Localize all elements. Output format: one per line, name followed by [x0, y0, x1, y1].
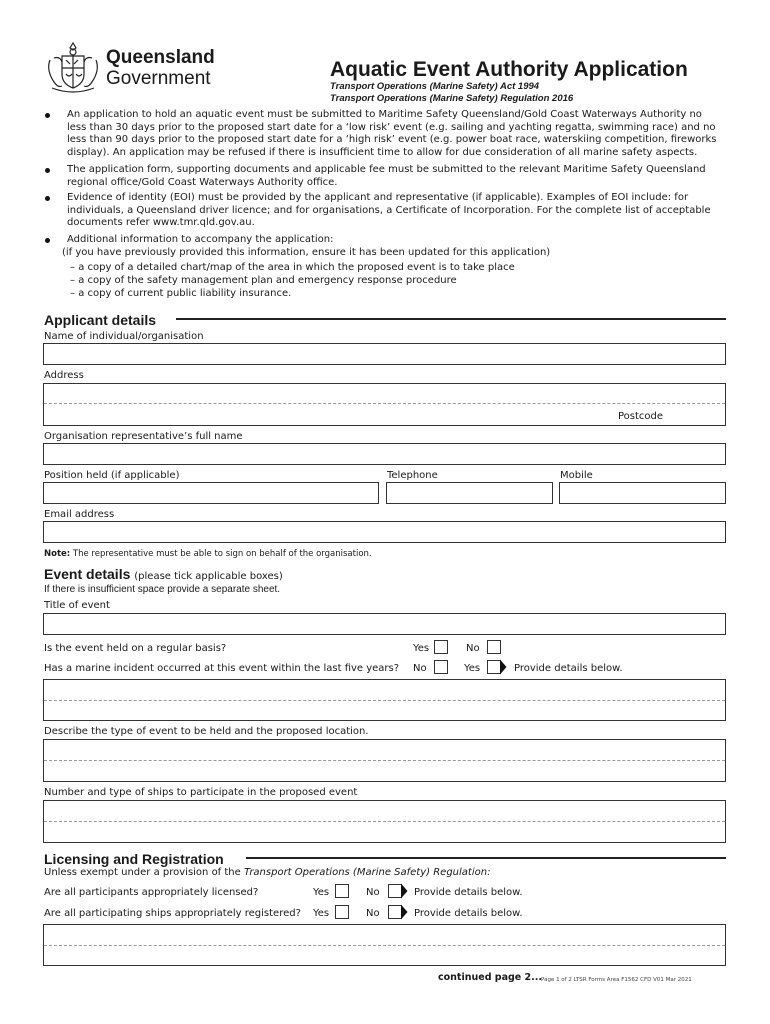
- regular-basis-question: Is the event held on a regular basis?: [44, 643, 227, 654]
- event-title-label: Title of event: [44, 600, 110, 611]
- bullet-3-line-2: individuals, a Queensland driver licence; and for organisations, a Certificate of Incorporation. For the complete list of acceptable: [67, 204, 711, 216]
- describe-event-label: Describe the type of event to be held and the proposed location.: [44, 726, 369, 737]
- subtitle-act: Transport Operations (Marine Safety) Act 1994: [330, 81, 540, 92]
- bullet-3-line-1: Evidence of identity (EOI) must be provided by the applicant and representative (if applicable). Examples of EOI include: for: [67, 192, 689, 203]
- licensed-details-label: Provide details below.: [414, 887, 523, 898]
- bullet-2-line-2: regional office/Gold Coast Waterways Authority office.: [67, 176, 338, 188]
- bullet-4: [45, 238, 50, 243]
- exemption-note: [44, 867, 490, 879]
- licensed-yes-checkbox[interactable]: [335, 884, 349, 898]
- bullet-1-line-2: less than 30 days prior to the proposed start date for a ‘low risk’ event (e.g. sailing and yachting regatta, swimming race) and no: [67, 121, 716, 133]
- bullet-1: [45, 113, 50, 118]
- logo-line-2: Government: [106, 68, 211, 89]
- ships-divider: [44, 821, 725, 822]
- registered-no-label: No: [366, 908, 380, 919]
- licensed-no-checkbox[interactable]: [388, 883, 408, 899]
- describe-event-divider: [44, 760, 725, 761]
- regular-yes-label: Yes: [413, 643, 430, 654]
- intro-bullet-4: [67, 234, 334, 247]
- sub-item-1: – a copy of a detailed chart/map of the area in which the proposed event is to take place: [70, 262, 515, 273]
- regular-yes-checkbox[interactable]: [434, 640, 448, 654]
- regular-no-label: No: [466, 643, 480, 654]
- sub-item-3-text: a copy of current public liability insurance.: [78, 288, 292, 299]
- bullet-3: [45, 196, 50, 201]
- applicant-details-heading: Applicant details: [44, 312, 157, 328]
- incident-yes-checkbox[interactable]: [487, 659, 507, 675]
- bullet-2-line-1: The application form, supporting documents and applicable fee must be submitted to the relevant Maritime Safety Queensland: [67, 164, 706, 175]
- bullet-2: [45, 168, 50, 173]
- bullet-1-line-1: An application to hold an aquatic event must be submitted to Maritime Safety Queensland/Gold Coast Waterways Authority no: [67, 109, 702, 120]
- representative-input[interactable]: [43, 443, 726, 465]
- intro-bullet-4-note: (if you have previously provided this information, ensure it has been updated for this application): [62, 247, 551, 258]
- incident-yes-label: Yes: [464, 663, 481, 674]
- bullet-3-line-3: documents refer www.tmr.qld.gov.au.: [67, 217, 255, 228]
- mobile-input[interactable]: [559, 482, 726, 504]
- incident-details-label: Provide details below.: [514, 663, 623, 674]
- intro-bullet-1: [67, 109, 716, 159]
- regular-no-checkbox[interactable]: [487, 640, 501, 654]
- licensing-details-divider: [44, 945, 725, 946]
- licensed-no-label: No: [366, 887, 380, 898]
- registered-yes-checkbox[interactable]: [335, 905, 349, 919]
- queensland-government-logo: [44, 40, 224, 96]
- intro-bullet-3: [67, 192, 711, 230]
- continued-label: continued page 2...: [438, 972, 542, 983]
- licensing-heading: Licensing and Registration: [44, 851, 224, 867]
- position-input[interactable]: [43, 482, 379, 504]
- exemption-regulation: Transport Operations (Marine Safety) Regulation:: [243, 867, 491, 878]
- licensed-question: Are all participants appropriately licensed?: [44, 887, 259, 898]
- name-input[interactable]: [43, 343, 726, 365]
- ships-label: Number and type of ships to participate in the proposed event: [44, 787, 358, 798]
- representative-label: Organisation representative’s full name: [44, 431, 243, 442]
- address-label: Address: [44, 370, 84, 381]
- registered-details-label: Provide details below.: [414, 908, 523, 919]
- licensing-heading-rule: [246, 857, 726, 859]
- sub-item-2: – a copy of the safety management plan and emergency response procedure: [70, 275, 457, 286]
- event-details-title: Event details: [44, 566, 131, 582]
- sub-item-3: – a copy of current public liability insurance.: [70, 288, 292, 299]
- note-text: The representative must be able to sign on behalf of the organisation.: [72, 549, 372, 559]
- applicant-heading-rule: [176, 318, 726, 320]
- registered-yes-label: Yes: [313, 908, 330, 919]
- page-title: Aquatic Event Authority Application: [330, 58, 688, 81]
- name-label: Name of individual/organisation: [44, 331, 204, 342]
- incident-no-checkbox[interactable]: [434, 660, 448, 674]
- address-divider: [44, 403, 725, 404]
- incident-details-divider: [44, 700, 725, 701]
- event-title-input[interactable]: [43, 613, 726, 635]
- representative-note: [44, 548, 372, 560]
- event-details-heading: [44, 566, 283, 582]
- subtitle-regulation: Transport Operations (Marine Safety) Regulation 2016: [330, 93, 574, 104]
- mobile-label: Mobile: [560, 470, 593, 481]
- licensed-yes-label: Yes: [313, 887, 330, 898]
- form-meta: Page 1 of 2 LTSR Forms Area F1562 CFD V01 Mar 2021: [541, 977, 692, 983]
- postcode-label: Postcode: [618, 411, 664, 422]
- coat-of-arms-icon: [44, 40, 102, 94]
- incident-question: Has a marine incident occurred at this event within the last five years?: [44, 663, 400, 674]
- logo-line-1: Queensland: [106, 47, 215, 68]
- telephone-label: Telephone: [387, 470, 438, 481]
- incident-no-label: No: [413, 663, 427, 674]
- bullet-4-line-1: Additional information to accompany the application:: [67, 234, 334, 245]
- insufficient-space-note: If there is insufficient space provide a separate sheet.: [44, 584, 281, 595]
- registered-question: Are all participating ships appropriately registered?: [44, 908, 301, 919]
- exemption-prefix: Unless exempt under a provision of the: [44, 867, 241, 878]
- telephone-input[interactable]: [386, 482, 553, 504]
- email-input[interactable]: [43, 521, 726, 543]
- registered-no-checkbox[interactable]: [388, 904, 408, 920]
- bullet-1-line-3: less than 90 days prior to the proposed start date for a ‘high risk’ event (e.g. power boat race, waterskiing competition, fireworks: [67, 134, 717, 145]
- sub-item-2-text: a copy of the safety management plan and emergency response procedure: [78, 275, 457, 286]
- position-label: Position held (if applicable): [44, 470, 180, 481]
- bullet-1-line-4: display). An application may be refused if there is insufficient time to allow for due consideration of all marine safety aspects.: [67, 146, 698, 158]
- email-label: Email address: [44, 509, 115, 520]
- sub-item-1-text: a copy of a detailed chart/map of the area in which the proposed event is to take place: [78, 262, 515, 273]
- intro-bullet-2: [67, 164, 706, 189]
- note-label: Note:: [44, 549, 71, 559]
- event-details-note: (please tick applicable boxes): [134, 571, 283, 582]
